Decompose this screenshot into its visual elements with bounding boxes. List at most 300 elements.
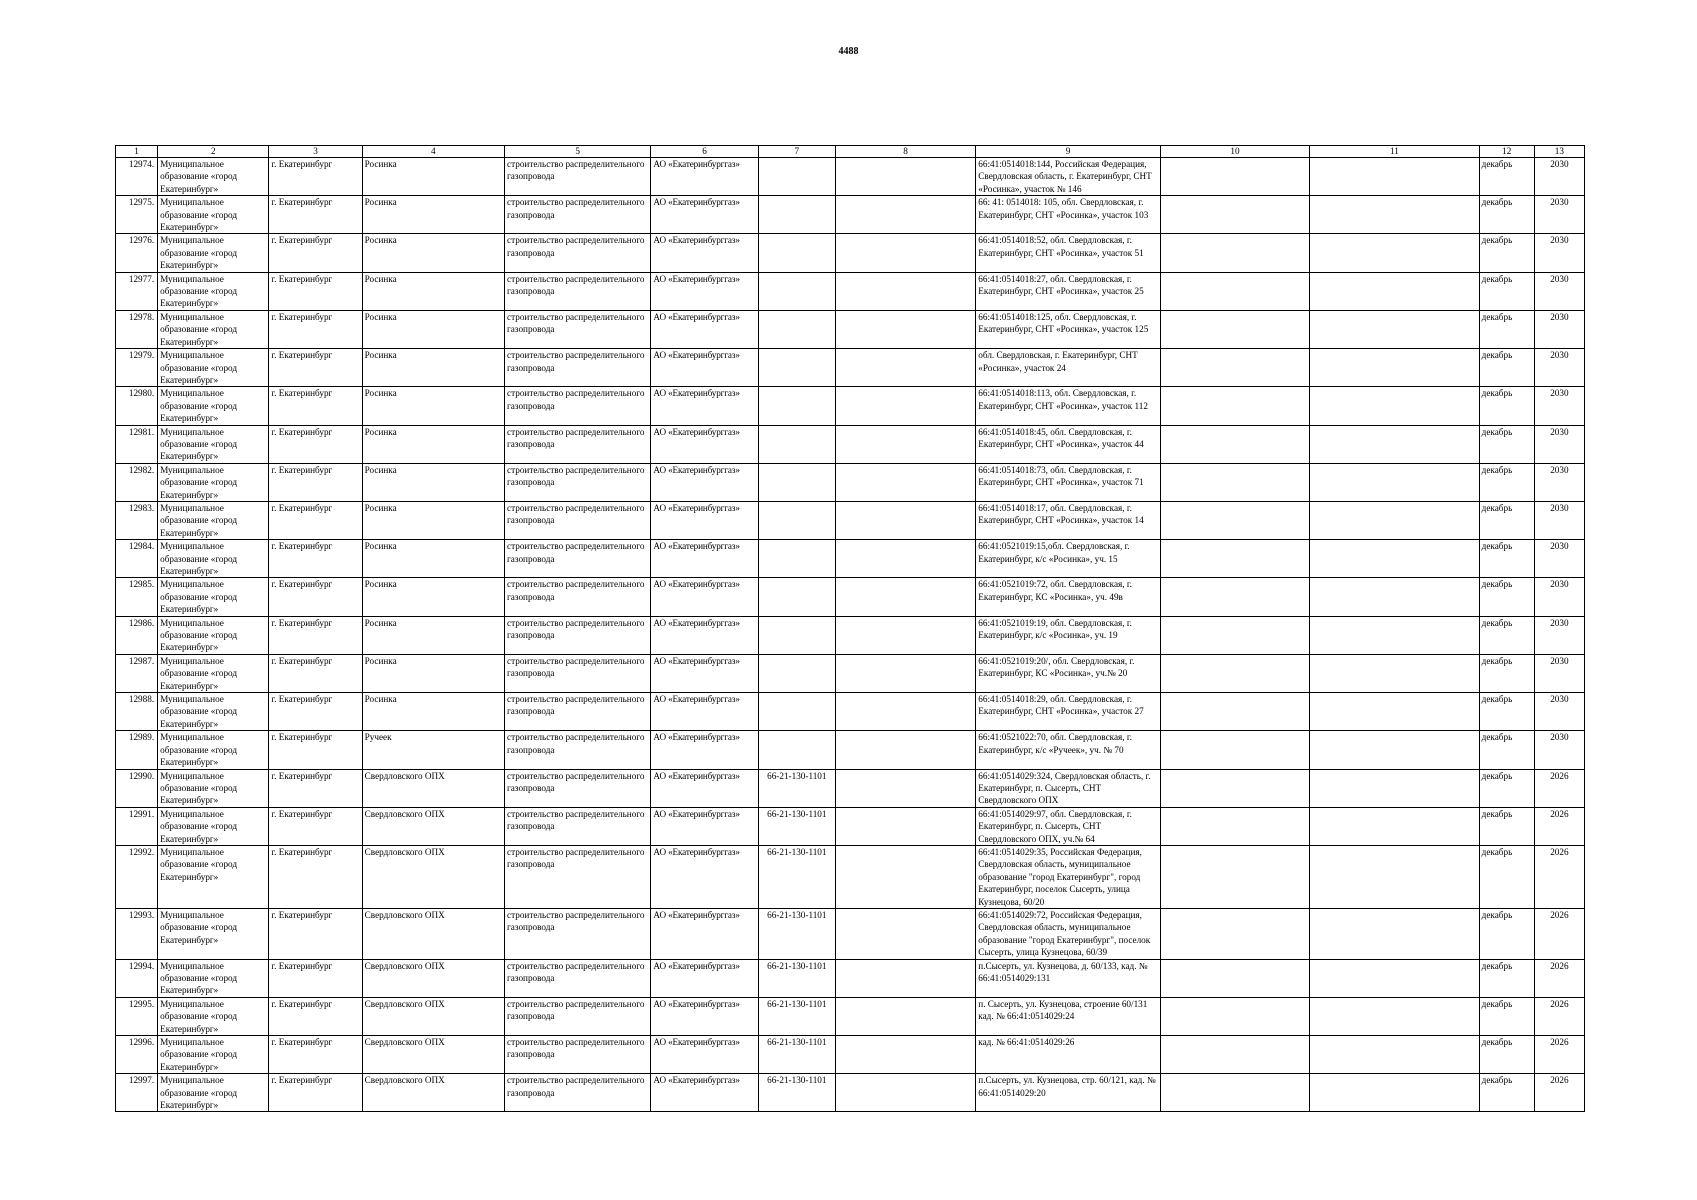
municipality-cell: Муниципальное образование «город Екатеринбург» xyxy=(158,654,269,692)
object-code-cell: 66-21-130-1101 xyxy=(758,908,835,959)
work-type-cell: строительство распределительного газопровода xyxy=(505,158,651,196)
organization-cell: АО «Екатеринбурггаз» xyxy=(651,578,758,616)
row-number: 12989. xyxy=(116,731,158,769)
settlement-cell: Свердловского ОПХ xyxy=(362,959,504,997)
municipality-cell: Муниципальное образование «город Екатеринбург» xyxy=(158,272,269,310)
work-type-cell: строительство распределительного газопровода xyxy=(505,349,651,387)
table-row xyxy=(116,769,1585,807)
organization-cell: АО «Екатеринбурггаз» xyxy=(651,158,758,196)
row-number: 12978. xyxy=(116,310,158,348)
column-10-cell xyxy=(1160,463,1309,501)
column-8-cell xyxy=(835,387,975,425)
month-cell: декабрь xyxy=(1479,959,1534,997)
address-cell: 66:41:0514018:113, обл. Свердловская, г. Екатеринбург, СНТ «Росинка», участок 112 xyxy=(976,387,1161,425)
month-cell: декабрь xyxy=(1479,501,1534,539)
column-8-cell xyxy=(835,272,975,310)
work-type-cell: строительство распределительного газопровода xyxy=(505,578,651,616)
organization-cell: АО «Екатеринбурггаз» xyxy=(651,425,758,463)
table-row xyxy=(116,959,1585,997)
city-cell: г. Екатеринбург xyxy=(269,158,362,196)
column-8-cell xyxy=(835,845,975,908)
settlement-cell: Ручеек xyxy=(362,731,504,769)
column-11-cell xyxy=(1310,578,1479,616)
column-10-cell xyxy=(1160,807,1309,845)
row-number: 12976. xyxy=(116,234,158,272)
row-number: 12977. xyxy=(116,272,158,310)
year-cell: 2030 xyxy=(1534,731,1584,769)
month-cell: декабрь xyxy=(1479,1074,1534,1112)
settlement-cell: Росинка xyxy=(362,654,504,692)
column-header-3: 3 xyxy=(269,146,362,158)
row-number: 12974. xyxy=(116,158,158,196)
settlement-cell: Росинка xyxy=(362,196,504,234)
row-number: 12986. xyxy=(116,616,158,654)
object-code-cell xyxy=(758,693,835,731)
object-code-cell: 66-21-130-1101 xyxy=(758,1074,835,1112)
column-10-cell xyxy=(1160,654,1309,692)
column-header-13: 13 xyxy=(1534,146,1584,158)
organization-cell: АО «Екатеринбурггаз» xyxy=(651,349,758,387)
column-header-4: 4 xyxy=(362,146,504,158)
address-cell: 66:41:0521019:72, обл. Свердловская, г. Екатеринбург, КС «Росинка», уч. 49в xyxy=(976,578,1161,616)
municipality-cell: Муниципальное образование «город Екатеринбург» xyxy=(158,616,269,654)
month-cell: декабрь xyxy=(1479,158,1534,196)
city-cell: г. Екатеринбург xyxy=(269,463,362,501)
work-type-cell: строительство распределительного газопровода xyxy=(505,807,651,845)
address-cell: 66:41:0514018:144, Российская Федерация, Свердловская область, г. Екатеринбург, СНТ «Росинка», участок № 146 xyxy=(976,158,1161,196)
city-cell: г. Екатеринбург xyxy=(269,234,362,272)
object-code-cell xyxy=(758,654,835,692)
work-type-cell: строительство распределительного газопровода xyxy=(505,908,651,959)
column-header-8: 8 xyxy=(835,146,975,158)
column-11-cell xyxy=(1310,807,1479,845)
row-number: 12994. xyxy=(116,959,158,997)
address-cell: 66:41:0514029:324, Свердловская область, г. Екатеринбург, п. Сысерть, СНТ Свердловского ОПХ xyxy=(976,769,1161,807)
column-8-cell xyxy=(835,654,975,692)
table-row xyxy=(116,234,1585,272)
table-row xyxy=(116,693,1585,731)
object-code-cell xyxy=(758,616,835,654)
column-11-cell xyxy=(1310,693,1479,731)
table-row xyxy=(116,425,1585,463)
month-cell: декабрь xyxy=(1479,272,1534,310)
column-11-cell xyxy=(1310,731,1479,769)
address-cell: 66:41:0514029:72, Российская Федерация, Свердловская область, муниципальное образование "город Екатеринбург", поселок Сысерть, улица Кузнецова, 60/39 xyxy=(976,908,1161,959)
municipality-cell: Муниципальное образование «город Екатеринбург» xyxy=(158,845,269,908)
row-number: 12992. xyxy=(116,845,158,908)
address-cell: п.Сысерть, ул. Кузнецова, д. 60/133, кад. № 66:41:0514029:131 xyxy=(976,959,1161,997)
work-type-cell: строительство распределительного газопровода xyxy=(505,234,651,272)
settlement-cell: Росинка xyxy=(362,425,504,463)
city-cell: г. Екатеринбург xyxy=(269,997,362,1035)
row-number: 12982. xyxy=(116,463,158,501)
table-row xyxy=(116,654,1585,692)
column-8-cell xyxy=(835,959,975,997)
column-10-cell xyxy=(1160,540,1309,578)
column-header-10: 10 xyxy=(1160,146,1309,158)
organization-cell: АО «Екатеринбурггаз» xyxy=(651,1074,758,1112)
column-10-cell xyxy=(1160,387,1309,425)
column-10-cell xyxy=(1160,959,1309,997)
table-row xyxy=(116,807,1585,845)
column-11-cell xyxy=(1310,616,1479,654)
column-header-6: 6 xyxy=(651,146,758,158)
address-cell: 66:41:0514018:52, обл. Свердловская, г. Екатеринбург, СНТ «Росинка», участок 51 xyxy=(976,234,1161,272)
column-8-cell xyxy=(835,807,975,845)
municipality-cell: Муниципальное образование «город Екатеринбург» xyxy=(158,158,269,196)
column-8-cell xyxy=(835,1074,975,1112)
column-header-1: 1 xyxy=(116,146,158,158)
address-cell: 66:41:0514029:35, Российская Федерация, Свердловская область, муниципальное образование "город Екатеринбург", город Екатеринбург, поселок Сысерть, улица Кузнецова, 60/20 xyxy=(976,845,1161,908)
column-11-cell xyxy=(1310,1074,1479,1112)
month-cell: декабрь xyxy=(1479,769,1534,807)
column-8-cell xyxy=(835,578,975,616)
column-10-cell xyxy=(1160,997,1309,1035)
table-row xyxy=(116,387,1585,425)
settlement-cell: Росинка xyxy=(362,616,504,654)
row-number: 12996. xyxy=(116,1036,158,1074)
column-10-cell xyxy=(1160,693,1309,731)
object-code-cell xyxy=(758,425,835,463)
object-code-cell xyxy=(758,272,835,310)
city-cell: г. Екатеринбург xyxy=(269,501,362,539)
table-row xyxy=(116,463,1585,501)
organization-cell: АО «Екатеринбурггаз» xyxy=(651,196,758,234)
work-type-cell: строительство распределительного газопровода xyxy=(505,425,651,463)
month-cell: декабрь xyxy=(1479,731,1534,769)
month-cell: декабрь xyxy=(1479,349,1534,387)
table-row xyxy=(116,616,1585,654)
column-header-11: 11 xyxy=(1310,146,1479,158)
column-10-cell xyxy=(1160,616,1309,654)
city-cell: г. Екатеринбург xyxy=(269,807,362,845)
object-code-cell: 66-21-130-1101 xyxy=(758,997,835,1035)
city-cell: г. Екатеринбург xyxy=(269,959,362,997)
column-10-cell xyxy=(1160,1074,1309,1112)
row-number: 12991. xyxy=(116,807,158,845)
row-number: 12988. xyxy=(116,693,158,731)
object-code-cell xyxy=(758,349,835,387)
work-type-cell: строительство распределительного газопровода xyxy=(505,501,651,539)
object-code-cell xyxy=(758,234,835,272)
table-row xyxy=(116,1074,1585,1112)
work-type-cell: строительство распределительного газопровода xyxy=(505,769,651,807)
year-cell: 2030 xyxy=(1534,310,1584,348)
address-cell: кад. № 66:41:0514029:26 xyxy=(976,1036,1161,1074)
object-code-cell xyxy=(758,387,835,425)
object-code-cell xyxy=(758,731,835,769)
object-code-cell xyxy=(758,463,835,501)
settlement-cell: Росинка xyxy=(362,540,504,578)
column-10-cell xyxy=(1160,501,1309,539)
city-cell: г. Екатеринбург xyxy=(269,578,362,616)
year-cell: 2026 xyxy=(1534,769,1584,807)
municipality-cell: Муниципальное образование «город Екатеринбург» xyxy=(158,769,269,807)
object-code-cell xyxy=(758,578,835,616)
city-cell: г. Екатеринбург xyxy=(269,845,362,908)
column-11-cell xyxy=(1310,349,1479,387)
municipality-cell: Муниципальное образование «город Екатеринбург» xyxy=(158,196,269,234)
column-8-cell xyxy=(835,501,975,539)
table-body xyxy=(116,158,1585,1112)
column-8-cell xyxy=(835,158,975,196)
table-row xyxy=(116,1036,1585,1074)
month-cell: декабрь xyxy=(1479,845,1534,908)
year-cell: 2030 xyxy=(1534,349,1584,387)
settlement-cell: Росинка xyxy=(362,310,504,348)
address-cell: 66:41:0514018:29, обл. Свердловская, г. Екатеринбург, СНТ «Росинка», участок 27 xyxy=(976,693,1161,731)
address-cell: 66:41:0514018:73, обл. Свердловская, г. Екатеринбург, СНТ «Росинка», участок 71 xyxy=(976,463,1161,501)
organization-cell: АО «Екатеринбурггаз» xyxy=(651,387,758,425)
column-8-cell xyxy=(835,731,975,769)
settlement-cell: Росинка xyxy=(362,501,504,539)
municipality-cell: Муниципальное образование «город Екатеринбург» xyxy=(158,1074,269,1112)
object-code-cell: 66-21-130-1101 xyxy=(758,769,835,807)
work-type-cell: строительство распределительного газопровода xyxy=(505,616,651,654)
row-number: 12990. xyxy=(116,769,158,807)
year-cell: 2026 xyxy=(1534,997,1584,1035)
table-row xyxy=(116,272,1585,310)
column-10-cell xyxy=(1160,578,1309,616)
table-row xyxy=(116,908,1585,959)
municipality-cell: Муниципальное образование «город Екатеринбург» xyxy=(158,310,269,348)
year-cell: 2030 xyxy=(1534,196,1584,234)
column-11-cell xyxy=(1310,501,1479,539)
month-cell: декабрь xyxy=(1479,578,1534,616)
year-cell: 2030 xyxy=(1534,234,1584,272)
settlement-cell: Свердловского ОПХ xyxy=(362,1074,504,1112)
column-11-cell xyxy=(1310,196,1479,234)
year-cell: 2030 xyxy=(1534,501,1584,539)
settlement-cell: Росинка xyxy=(362,349,504,387)
municipality-cell: Муниципальное образование «город Екатеринбург» xyxy=(158,1036,269,1074)
column-8-cell xyxy=(835,693,975,731)
settlement-cell: Росинка xyxy=(362,158,504,196)
row-number: 12983. xyxy=(116,501,158,539)
address-cell: 66:41:0514029:97, обл. Свердловская, г. Екатеринбург, п. Сысерть, СНТ Свердловского ОПХ, уч.№ 64 xyxy=(976,807,1161,845)
year-cell: 2030 xyxy=(1534,693,1584,731)
column-8-cell xyxy=(835,196,975,234)
column-8-cell xyxy=(835,616,975,654)
organization-cell: АО «Екатеринбурггаз» xyxy=(651,731,758,769)
year-cell: 2026 xyxy=(1534,908,1584,959)
address-cell: 66:41:0521019:20/, обл. Свердловская, г. Екатеринбург, КС «Росинка», уч.№ 20 xyxy=(976,654,1161,692)
municipality-cell: Муниципальное образование «город Екатеринбург» xyxy=(158,501,269,539)
column-11-cell xyxy=(1310,463,1479,501)
city-cell: г. Екатеринбург xyxy=(269,769,362,807)
column-10-cell xyxy=(1160,158,1309,196)
column-11-cell xyxy=(1310,158,1479,196)
column-8-cell xyxy=(835,234,975,272)
row-number: 12987. xyxy=(116,654,158,692)
address-cell: 66:41:0521022:70, обл. Свердловская, г. Екатеринбург, к/с «Ручеек», уч. № 70 xyxy=(976,731,1161,769)
work-type-cell: строительство распределительного газопровода xyxy=(505,310,651,348)
settlement-cell: Росинка xyxy=(362,234,504,272)
municipality-cell: Муниципальное образование «город Екатеринбург» xyxy=(158,807,269,845)
month-cell: декабрь xyxy=(1479,425,1534,463)
month-cell: декабрь xyxy=(1479,1036,1534,1074)
month-cell: декабрь xyxy=(1479,387,1534,425)
row-number: 12995. xyxy=(116,997,158,1035)
year-cell: 2030 xyxy=(1534,387,1584,425)
settlement-cell: Свердловского ОПХ xyxy=(362,997,504,1035)
address-cell: 66:41:0514018:17, обл. Свердловская, г. Екатеринбург, СНТ «Росинка», участок 14 xyxy=(976,501,1161,539)
work-type-cell: строительство распределительного газопровода xyxy=(505,272,651,310)
city-cell: г. Екатеринбург xyxy=(269,693,362,731)
column-11-cell xyxy=(1310,959,1479,997)
city-cell: г. Екатеринбург xyxy=(269,272,362,310)
address-cell: 66:41:0521019:19, обл. Свердловская, г. Екатеринбург, к/с «Росинка», уч. 19 xyxy=(976,616,1161,654)
municipality-cell: Муниципальное образование «город Екатеринбург» xyxy=(158,463,269,501)
organization-cell: АО «Екатеринбурггаз» xyxy=(651,272,758,310)
settlement-cell: Свердловского ОПХ xyxy=(362,908,504,959)
year-cell: 2030 xyxy=(1534,425,1584,463)
column-number-row xyxy=(116,146,1585,158)
year-cell: 2030 xyxy=(1534,540,1584,578)
column-10-cell xyxy=(1160,196,1309,234)
page-number: 4488 xyxy=(838,46,859,57)
column-10-cell xyxy=(1160,234,1309,272)
table-row xyxy=(116,196,1585,234)
work-type-cell: строительство распределительного газопровода xyxy=(505,196,651,234)
city-cell: г. Екатеринбург xyxy=(269,387,362,425)
month-cell: декабрь xyxy=(1479,196,1534,234)
work-type-cell: строительство распределительного газопровода xyxy=(505,387,651,425)
column-10-cell xyxy=(1160,845,1309,908)
column-11-cell xyxy=(1310,997,1479,1035)
month-cell: декабрь xyxy=(1479,807,1534,845)
column-11-cell xyxy=(1310,769,1479,807)
year-cell: 2030 xyxy=(1534,578,1584,616)
organization-cell: АО «Екатеринбурггаз» xyxy=(651,769,758,807)
column-header-7: 7 xyxy=(758,146,835,158)
organization-cell: АО «Екатеринбурггаз» xyxy=(651,501,758,539)
year-cell: 2030 xyxy=(1534,616,1584,654)
city-cell: г. Екатеринбург xyxy=(269,616,362,654)
organization-cell: АО «Екатеринбурггаз» xyxy=(651,908,758,959)
address-cell: 66:41:0521019:15,обл. Свердловская, г. Екатеринбург, к/с «Росинка», уч. 15 xyxy=(976,540,1161,578)
column-header-2: 2 xyxy=(158,146,269,158)
work-type-cell: строительство распределительного газопровода xyxy=(505,463,651,501)
column-10-cell xyxy=(1160,769,1309,807)
year-cell: 2026 xyxy=(1534,959,1584,997)
row-number: 12981. xyxy=(116,425,158,463)
month-cell: декабрь xyxy=(1479,540,1534,578)
city-cell: г. Екатеринбург xyxy=(269,425,362,463)
address-cell: п.Сысерть, ул. Кузнецова, стр. 60/121, кад. № 66:41:0514029:20 xyxy=(976,1074,1161,1112)
column-8-cell xyxy=(835,769,975,807)
address-cell: 66:41:0514018:27, обл. Свердловская, г. Екатеринбург, СНТ «Росинка», участок 25 xyxy=(976,272,1161,310)
month-cell: декабрь xyxy=(1479,616,1534,654)
year-cell: 2026 xyxy=(1534,807,1584,845)
settlement-cell: Свердловского ОПХ xyxy=(362,769,504,807)
month-cell: декабрь xyxy=(1479,693,1534,731)
object-code-cell xyxy=(758,158,835,196)
organization-cell: АО «Екатеринбурггаз» xyxy=(651,540,758,578)
column-header-12: 12 xyxy=(1479,146,1534,158)
organization-cell: АО «Екатеринбурггаз» xyxy=(651,654,758,692)
organization-cell: АО «Екатеринбурггаз» xyxy=(651,845,758,908)
municipality-cell: Муниципальное образование «город Екатеринбург» xyxy=(158,578,269,616)
city-cell: г. Екатеринбург xyxy=(269,1036,362,1074)
object-code-cell xyxy=(758,196,835,234)
column-8-cell xyxy=(835,310,975,348)
column-11-cell xyxy=(1310,234,1479,272)
organization-cell: АО «Екатеринбурггаз» xyxy=(651,959,758,997)
address-cell: 66:41:0514018:45, обл. Свердловская, г. Екатеринбург, СНТ «Росинка», участок 44 xyxy=(976,425,1161,463)
column-10-cell xyxy=(1160,908,1309,959)
work-type-cell: строительство распределительного газопровода xyxy=(505,731,651,769)
object-code-cell xyxy=(758,310,835,348)
column-10-cell xyxy=(1160,731,1309,769)
column-10-cell xyxy=(1160,349,1309,387)
table-row xyxy=(116,158,1585,196)
work-type-cell: строительство распределительного газопровода xyxy=(505,540,651,578)
object-code-cell xyxy=(758,540,835,578)
column-10-cell xyxy=(1160,310,1309,348)
work-type-cell: строительство распределительного газопровода xyxy=(505,1036,651,1074)
city-cell: г. Екатеринбург xyxy=(269,731,362,769)
table-row xyxy=(116,997,1585,1035)
organization-cell: АО «Екатеринбурггаз» xyxy=(651,997,758,1035)
address-cell: 66:41:0514018:125, обл. Свердловская, г. Екатеринбург, СНТ «Росинка», участок 125 xyxy=(976,310,1161,348)
year-cell: 2026 xyxy=(1534,1074,1584,1112)
column-10-cell xyxy=(1160,272,1309,310)
column-11-cell xyxy=(1310,1036,1479,1074)
table-row xyxy=(116,310,1585,348)
table-row xyxy=(116,845,1585,908)
organization-cell: АО «Екатеринбурггаз» xyxy=(651,616,758,654)
address-cell: п. Сысерть, ул. Кузнецова, строение 60/131 кад. № 66:41:0514029:24 xyxy=(976,997,1161,1035)
row-number: 12984. xyxy=(116,540,158,578)
settlement-cell: Свердловского ОПХ xyxy=(362,807,504,845)
city-cell: г. Екатеринбург xyxy=(269,349,362,387)
settlement-cell: Росинка xyxy=(362,578,504,616)
year-cell: 2026 xyxy=(1534,845,1584,908)
gas-pipeline-table xyxy=(115,145,1585,1112)
row-number: 12980. xyxy=(116,387,158,425)
column-10-cell xyxy=(1160,425,1309,463)
organization-cell: АО «Екатеринбурггаз» xyxy=(651,693,758,731)
city-cell: г. Екатеринбург xyxy=(269,310,362,348)
column-header-5: 5 xyxy=(505,146,651,158)
column-11-cell xyxy=(1310,845,1479,908)
month-cell: декабрь xyxy=(1479,908,1534,959)
municipality-cell: Муниципальное образование «город Екатеринбург» xyxy=(158,540,269,578)
row-number: 12979. xyxy=(116,349,158,387)
municipality-cell: Муниципальное образование «город Екатеринбург» xyxy=(158,997,269,1035)
row-number: 12975. xyxy=(116,196,158,234)
settlement-cell: Росинка xyxy=(362,693,504,731)
address-cell: обл. Свердловская, г. Екатеринбург, СНТ «Росинка», участок 24 xyxy=(976,349,1161,387)
organization-cell: АО «Екатеринбурггаз» xyxy=(651,234,758,272)
municipality-cell: Муниципальное образование «город Екатеринбург» xyxy=(158,693,269,731)
column-8-cell xyxy=(835,997,975,1035)
column-8-cell xyxy=(835,425,975,463)
organization-cell: АО «Екатеринбурггаз» xyxy=(651,807,758,845)
column-8-cell xyxy=(835,908,975,959)
municipality-cell: Муниципальное образование «город Екатеринбург» xyxy=(158,387,269,425)
work-type-cell: строительство распределительного газопровода xyxy=(505,654,651,692)
column-11-cell xyxy=(1310,908,1479,959)
table-row xyxy=(116,349,1585,387)
column-8-cell xyxy=(835,1036,975,1074)
municipality-cell: Муниципальное образование «город Екатеринбург» xyxy=(158,959,269,997)
column-11-cell xyxy=(1310,310,1479,348)
month-cell: декабрь xyxy=(1479,654,1534,692)
column-8-cell xyxy=(835,540,975,578)
municipality-cell: Муниципальное образование «город Екатеринбург» xyxy=(158,425,269,463)
